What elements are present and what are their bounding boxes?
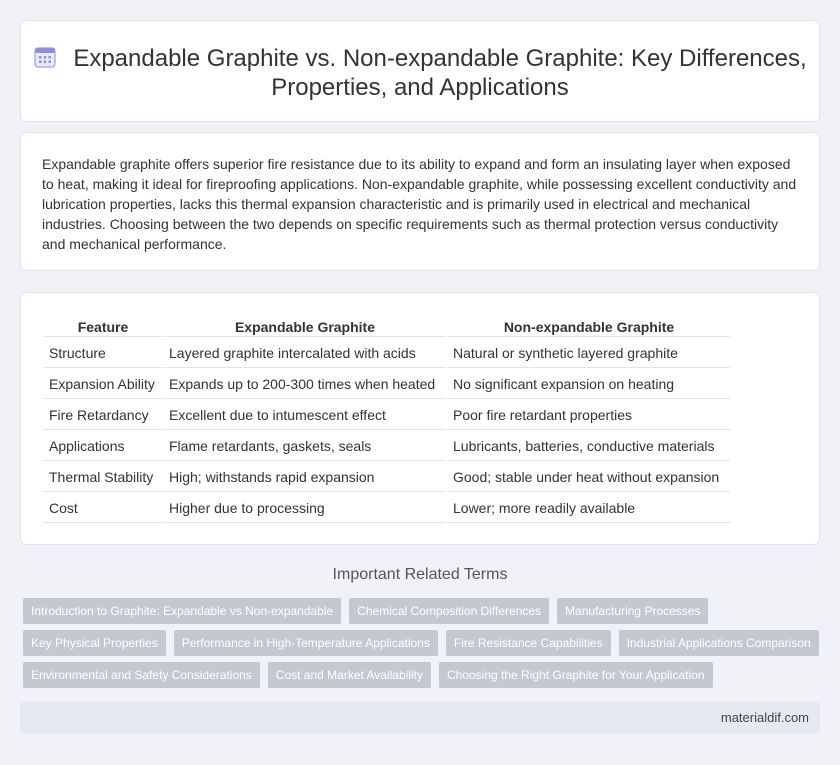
summary-card: [20, 132, 820, 271]
related-term-tag[interactable]: Performance in High-Temperature Applications: [174, 630, 438, 656]
table-row: [44, 432, 730, 461]
table-cell: Flame retardants, gaskets, seals: [164, 432, 446, 461]
table-row: [44, 401, 730, 430]
table-cell: Higher due to processing: [164, 494, 446, 523]
related-term-tag[interactable]: Choosing the Right Graphite for Your Application: [439, 662, 713, 688]
related-term-tag[interactable]: Manufacturing Processes: [557, 598, 708, 624]
column-header-feature: Feature: [44, 317, 162, 337]
table-row: [44, 494, 730, 523]
footer-site-link[interactable]: materialdif.com: [720, 710, 809, 725]
table-header-row: [44, 317, 730, 337]
related-term-tag[interactable]: Chemical Composition Differences: [349, 598, 549, 624]
table-cell: Cost: [44, 494, 162, 523]
footer: [20, 702, 820, 734]
table-cell: Excellent due to intumescent effect: [164, 401, 446, 430]
related-term-tag[interactable]: Fire Resistance Capabilities: [446, 630, 611, 656]
comparison-card: [20, 292, 820, 545]
related-term-tag[interactable]: Introduction to Graphite: Expandable vs Non-expandable: [23, 598, 341, 624]
column-header-non-expandable: Non-expandable Graphite: [448, 317, 730, 337]
table-cell: Expansion Ability: [44, 370, 162, 399]
related-terms-list: [23, 598, 823, 688]
table-row: [44, 370, 730, 399]
table-cell: High; withstands rapid expansion: [164, 463, 446, 492]
table-cell: Fire Retardancy: [44, 401, 162, 430]
column-header-expandable: Expandable Graphite: [164, 317, 446, 337]
related-term-tag[interactable]: Cost and Market Availability: [268, 662, 431, 688]
table-cell: Poor fire retardant properties: [448, 401, 730, 430]
table-cell: Thermal Stability: [44, 463, 162, 492]
calendar-icon: [33, 45, 57, 69]
table-cell: Applications: [44, 432, 162, 461]
related-term-tag[interactable]: Industrial Applications Comparison: [619, 630, 819, 656]
table-cell: Expands up to 200-300 times when heated: [164, 370, 446, 399]
table-row: [44, 463, 730, 492]
page-title-wrap: [21, 44, 819, 102]
table-cell: Lower; more readily available: [448, 494, 730, 523]
table-cell: No significant expansion on heating: [448, 370, 730, 399]
summary-text: Expandable graphite offers superior fire resistance due to its ability to expand and form an insulating layer when exposed to heat, making it ideal for fireproofing applications. Non-expandable graphite, while possessing excellent conductivity and lubrication properties, lacks this thermal expansion characteristic and is primarily used in electrical and mechanical industries. Choosing between the two depends on specific requirements such as thermal protection versus conductivity and mechanical performance.: [42, 156, 797, 252]
related-term-tag[interactable]: Key Physical Properties: [23, 630, 166, 656]
table-cell: Layered graphite intercalated with acids: [164, 339, 446, 368]
table-cell: Lubricants, batteries, conductive materials: [448, 432, 730, 461]
table-cell: Structure: [44, 339, 162, 368]
related-term-tag[interactable]: Environmental and Safety Considerations: [23, 662, 260, 688]
page-title: Expandable Graphite vs. Non-expandable Graphite: Key Differences, Properties, and Applications: [73, 45, 807, 101]
table-row: [44, 339, 730, 368]
comparison-table: [42, 315, 732, 525]
table-cell: Natural or synthetic layered graphite: [448, 339, 730, 368]
title-card: [20, 20, 820, 122]
related-terms-heading: Important Related Terms: [332, 566, 508, 583]
table-cell: Good; stable under heat without expansion: [448, 463, 730, 492]
